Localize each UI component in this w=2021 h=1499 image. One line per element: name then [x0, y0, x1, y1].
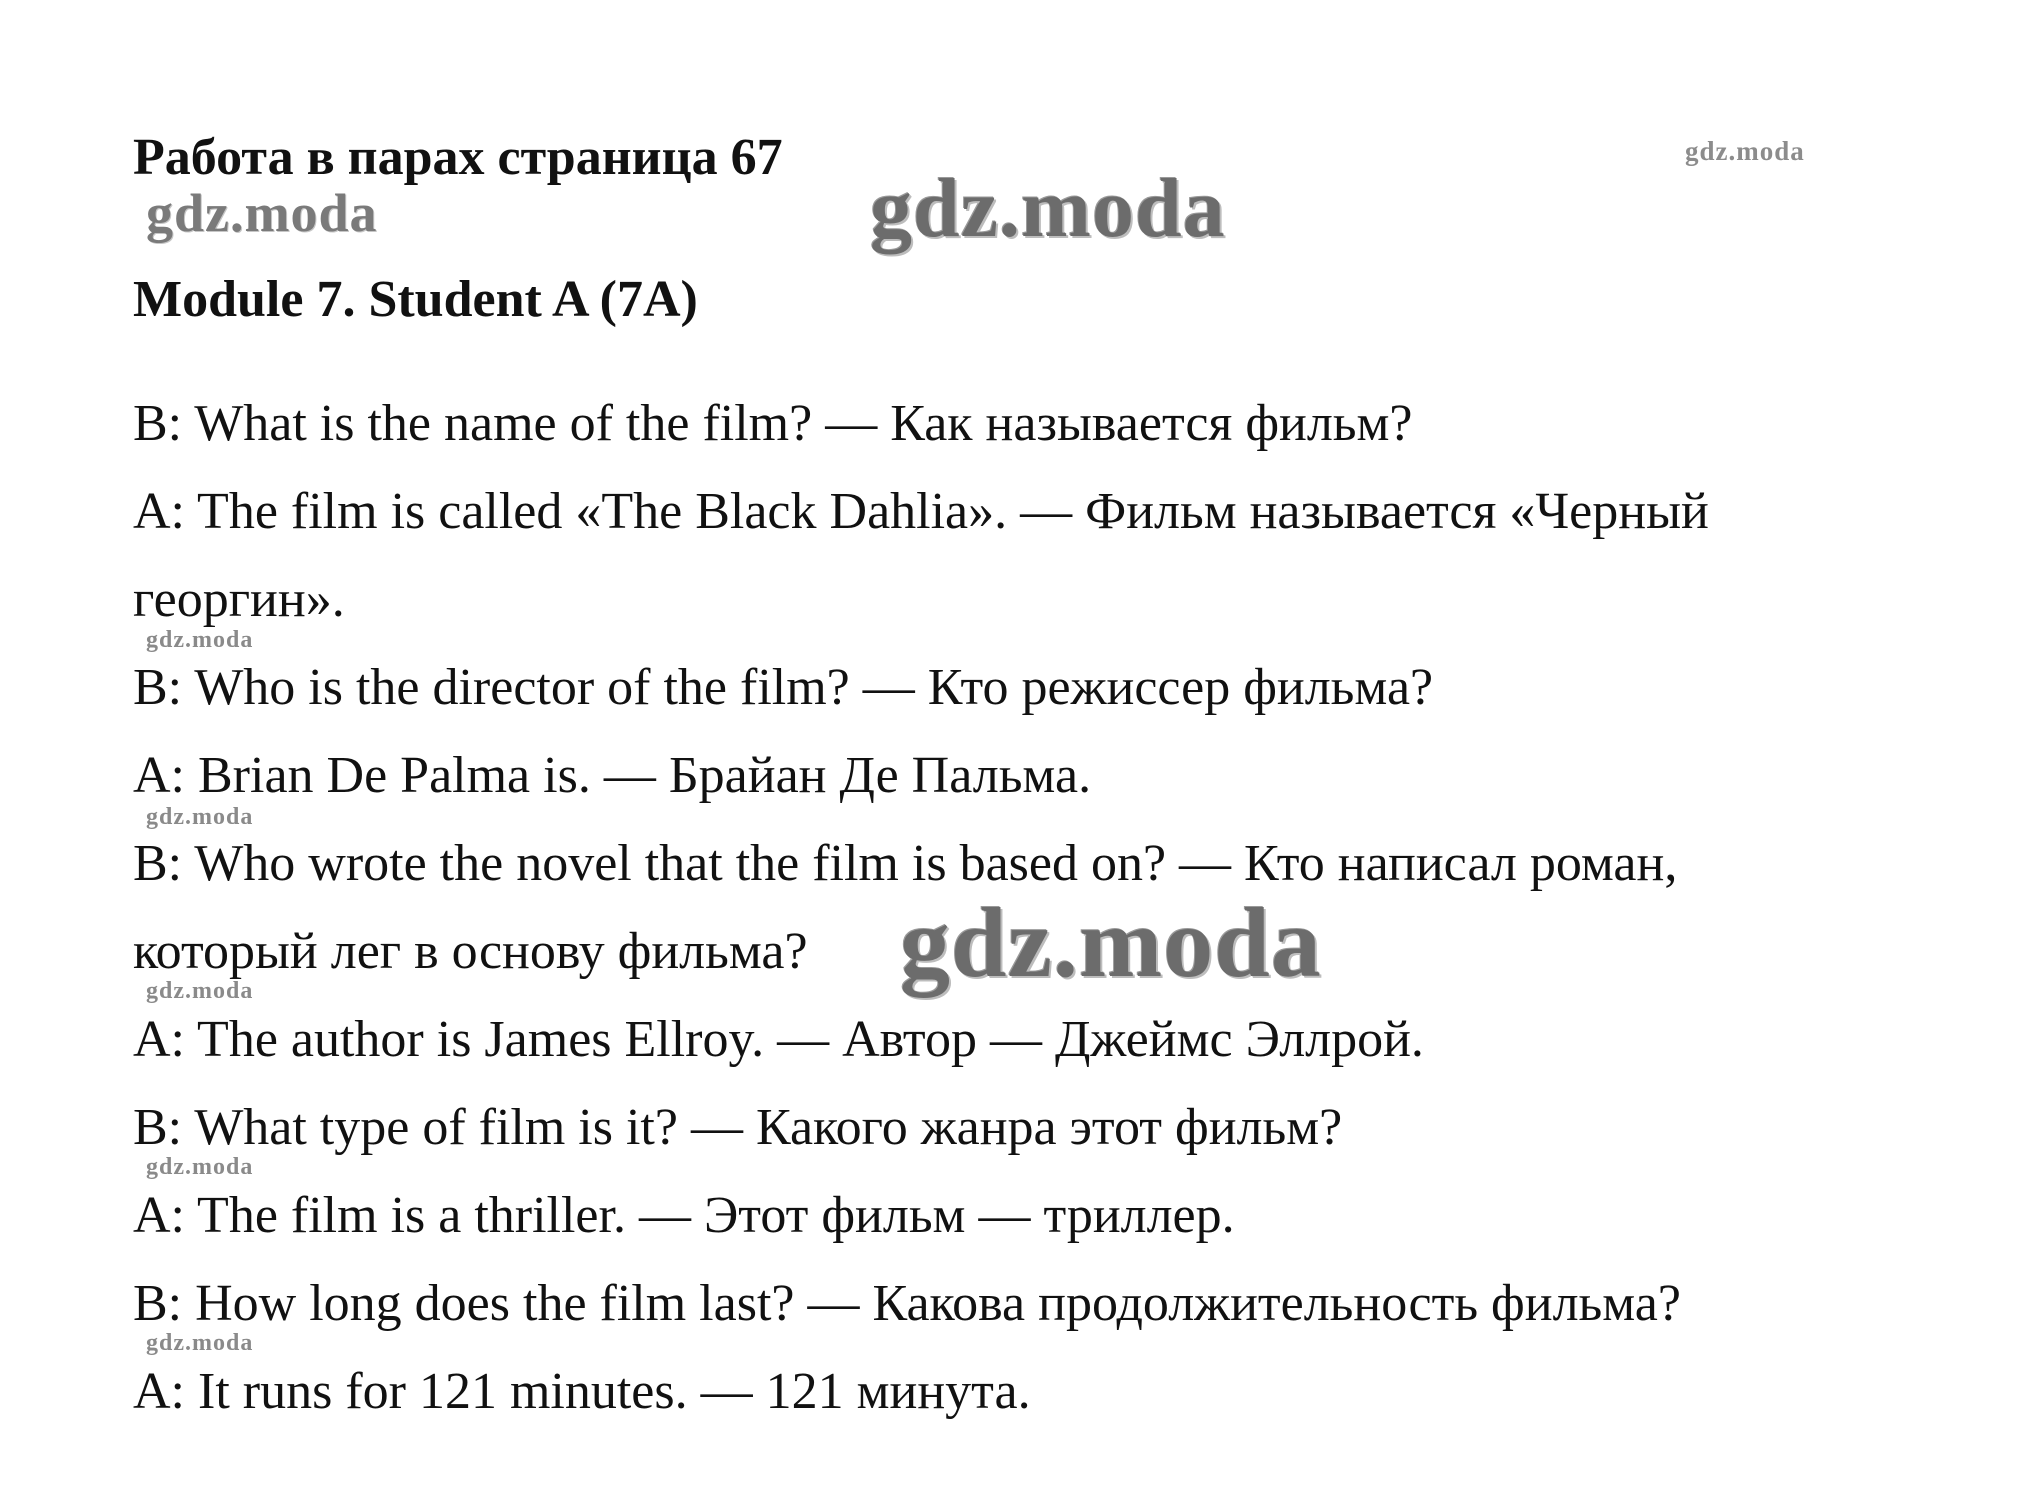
- dialog-line: B: Who is the director of the film? — Кто режиссер фильма?: [133, 659, 1434, 716]
- watermark: gdz.moda: [146, 804, 254, 830]
- dialog-line: A: It runs for 121 minutes. — 121 минута.: [133, 1363, 1031, 1420]
- watermark: gdz.moda: [146, 1330, 254, 1356]
- watermark: gdz.moda: [146, 978, 254, 1004]
- watermark: gdz.moda: [146, 627, 254, 653]
- module-title: Module 7. Student A (7A): [133, 271, 698, 328]
- dialog-line: B: Who wrote the novel that the film is based on? — Кто написал роман,: [133, 835, 1678, 892]
- dialog-line: A: The film is a thriller. — Этот фильм — триллер.: [133, 1187, 1235, 1244]
- dialog-line: B: How long does the film last? — Какова продолжительность фильма?: [133, 1275, 1681, 1332]
- dialog-line: A: The film is called «The Black Dahlia». — Фильм называется «Черный: [133, 483, 1709, 540]
- dialog-line: A: The author is James Ellroy. — Автор — Джеймс Эллрой.: [133, 1011, 1424, 1068]
- watermark: gdz.moda: [146, 183, 378, 243]
- dialog-line: который лег в основу фильма?: [133, 923, 808, 980]
- watermark: gdz.moda: [146, 1154, 254, 1180]
- watermark: gdz.moda: [1685, 136, 1805, 166]
- dialog-line: B: What type of film is it? — Какого жанра этот фильм?: [133, 1099, 1343, 1156]
- watermark: gdz.moda: [900, 887, 1322, 998]
- watermark: gdz.moda: [870, 162, 1226, 255]
- dialog-line: B: What is the name of the film? — Как называется фильм?: [133, 395, 1413, 452]
- page-title: Работа в парах страница 67: [133, 129, 783, 186]
- dialog-line: георгин».: [133, 571, 345, 628]
- dialog-line: A: Brian De Palma is. — Брайан Де Пальма.: [133, 747, 1092, 804]
